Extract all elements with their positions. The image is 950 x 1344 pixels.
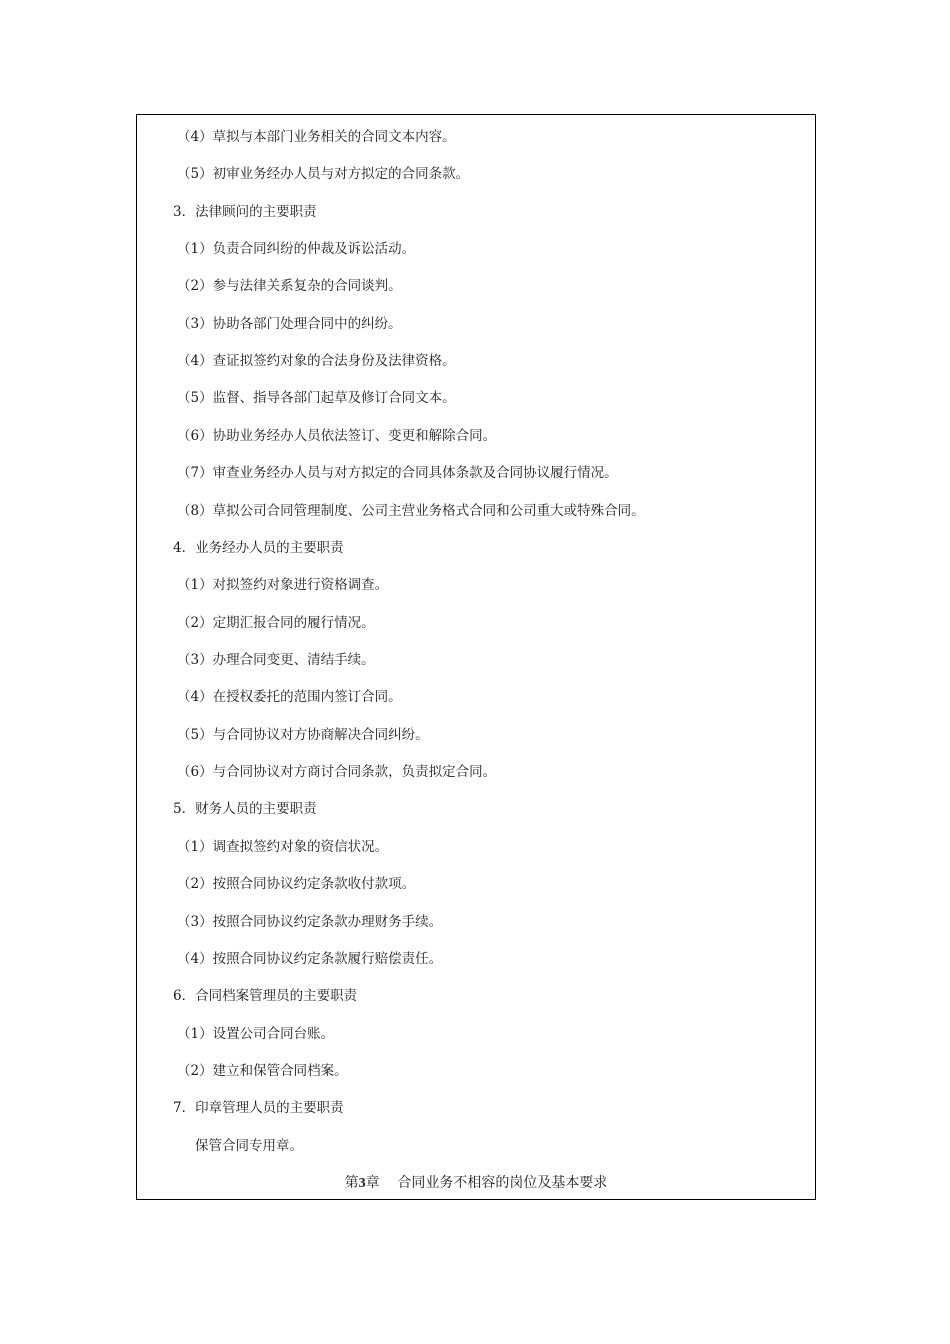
list-item: （5）初审业务经办人员与对方拟定的合同条款。 xyxy=(177,166,470,182)
list-item: （1）负责合同纠纷的仲裁及诉讼活动。 xyxy=(177,241,416,257)
list-item: （6）与合同协议对方商讨合同条款，负责拟定合同。 xyxy=(177,764,497,780)
chapter-heading xyxy=(137,1173,815,1194)
section-heading: 3．法律顾问的主要职责 xyxy=(173,204,317,220)
chapter-suffix: 章 xyxy=(365,1175,380,1191)
document-frame xyxy=(136,114,816,1200)
chapter-prefix: 第 xyxy=(344,1175,359,1191)
chapter-title: 合同业务不相容的岗位及基本要求 xyxy=(397,1175,608,1191)
list-item: （7）审查业务经办人员与对方拟定的合同具体条款及合同协议履行情况。 xyxy=(177,465,618,481)
list-item: （8）草拟公司合同管理制度、公司主营业务格式合同和公司重大或特殊合同。 xyxy=(177,503,645,519)
list-item: （6）协助业务经办人员依法签订、变更和解除合同。 xyxy=(177,428,497,444)
list-item: （3）办理合同变更、清结手续。 xyxy=(177,652,375,668)
list-item: （2）建立和保管合同档案。 xyxy=(177,1063,348,1079)
list-item: （4）草拟与本部门业务相关的合同文本内容。 xyxy=(177,129,456,145)
list-item: （5）监督、指导各部门起草及修订合同文本。 xyxy=(177,390,456,406)
list-item: （3）按照合同协议约定条款办理财务手续。 xyxy=(177,914,443,930)
list-item: （2）定期汇报合同的履行情况。 xyxy=(177,615,375,631)
section-heading: 4．业务经办人员的主要职责 xyxy=(173,540,344,556)
list-item: （1）调查拟签约对象的资信状况。 xyxy=(177,839,389,855)
section-heading: 6．合同档案管理员的主要职责 xyxy=(173,988,358,1004)
chapter-number: 3 xyxy=(358,1176,366,1191)
list-item: （4）查证拟签约对象的合法身份及法律资格。 xyxy=(177,353,456,369)
list-item: （2）按照合同协议约定条款收付款项。 xyxy=(177,876,416,892)
list-item: （4）在授权委托的范围内签订合同。 xyxy=(177,689,402,705)
list-item: （1）对拟签约对象进行资格调查。 xyxy=(177,577,389,593)
section-heading: 5．财务人员的主要职责 xyxy=(173,801,317,817)
list-item: （2）参与法律关系复杂的合同谈判。 xyxy=(177,278,402,294)
paragraph: 保管合同专用章。 xyxy=(195,1138,303,1154)
list-item: （4）按照合同协议约定条款履行赔偿责任。 xyxy=(177,951,443,967)
section-heading: 7．印章管理人员的主要职责 xyxy=(173,1100,344,1116)
list-item: （3）协助各部门处理合同中的纠纷。 xyxy=(177,316,402,332)
list-item: （1）设置公司合同台账。 xyxy=(177,1026,335,1042)
list-item: （5）与合同协议对方协商解决合同纠纷。 xyxy=(177,727,429,743)
